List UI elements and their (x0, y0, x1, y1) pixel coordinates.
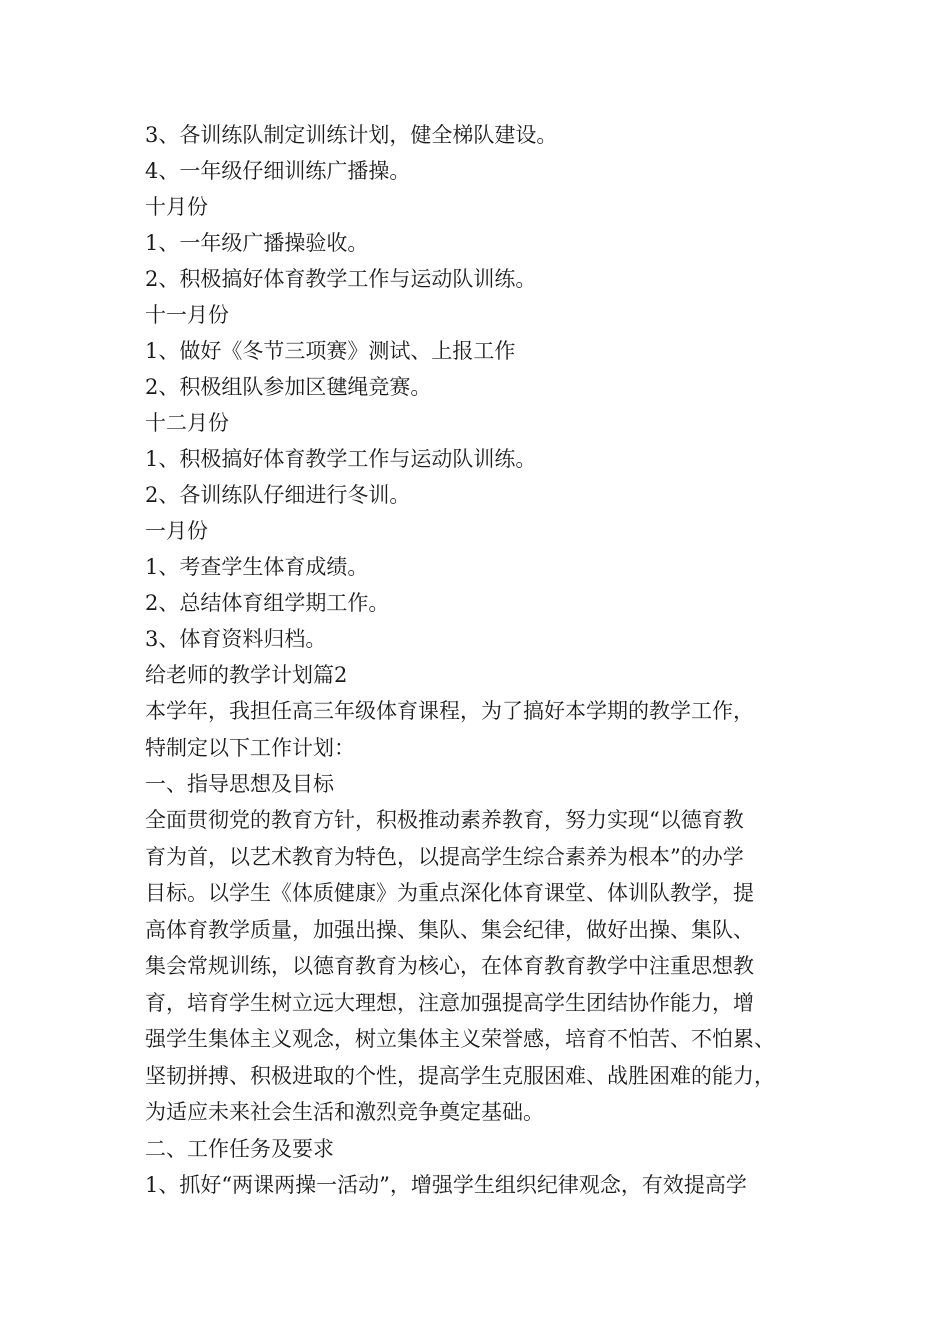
paragraph-line: 集会常规训练，以德育教育为核心，在体育教育教学中注重思想教 (145, 954, 754, 978)
intro-paragraph (145, 693, 805, 766)
paragraph-line: 强学生集体主义观念，树立集体主义荣誉感，培育不怕苦、不怕累、 (145, 1027, 775, 1051)
month-heading: 十二月份 (145, 411, 229, 435)
text-line: 3、各训练队制定训练计划，健全梯队建设。 (145, 123, 558, 147)
section-paragraph (145, 1167, 805, 1204)
paragraph-line: 高体育教学质量，加强出操、集队、集会纪律，做好出操、集队、 (145, 917, 754, 942)
paragraph-line: 全面贯彻党的教育方针，积极推动素养教育，努力实现“以德育教 (145, 808, 744, 832)
paragraph-line: 1、抓好“两课两操一活动”，增强学生组织纪律观念，有效提高学 (145, 1172, 747, 1197)
text-line: 1、积极搞好体育教学工作与运动队训练。 (145, 447, 537, 471)
month-heading: 十月份 (145, 195, 208, 219)
text-line: 2、积极搞好体育教学工作与运动队训练。 (145, 267, 537, 291)
text-line: 1、做好《冬节三项赛》测试、上报工作 (145, 339, 516, 363)
section-heading: 一、指导思想及目标 (145, 772, 334, 796)
section-heading: 二、工作任务及要求 (145, 1136, 334, 1161)
paragraph-line: 坚韧拼搏、积极进取的个性，提高学生克服困难、战胜困难的能力， (145, 1063, 775, 1088)
month-heading: 一月份 (145, 519, 208, 543)
text-line: 2、各训练队仔细进行冬训。 (145, 483, 411, 507)
text-line: 1、一年级广播操验收。 (145, 231, 369, 255)
paragraph-line: 育为首，以艺术教育为特色，以提高学生综合素养为根本”的办学 (145, 844, 744, 869)
paragraph-line: 育，培育学生树立远大理想，注意加强提高学生团结协作能力，增 (145, 990, 754, 1015)
text-line: 1、考查学生体育成绩。 (145, 555, 369, 579)
paragraph-line: 目标。以学生《体质健康》为重点深化体育课堂、体训队教学，提 (145, 881, 754, 905)
paragraph-line: 特制定以下工作计划： (145, 735, 355, 760)
document-page (145, 117, 835, 1203)
section-paragraph (145, 802, 805, 1131)
paragraph-line: 为适应未来社会生活和激烈竞争奠定基础。 (145, 1100, 544, 1124)
text-line: 3、体育资料归档。 (145, 627, 327, 651)
text-line: 2、积极组队参加区毽绳竞赛。 (145, 375, 432, 399)
month-heading: 十一月份 (145, 303, 229, 327)
paragraph-line: 本学年，我担任高三年级体育课程，为了搞好本学期的教学工作， (145, 699, 754, 723)
article-title: 给老师的教学计划篇2 (145, 663, 348, 687)
text-line: 4、一年级仔细训练广播操。 (145, 159, 411, 183)
text-line: 2、总结体育组学期工作。 (145, 591, 390, 615)
